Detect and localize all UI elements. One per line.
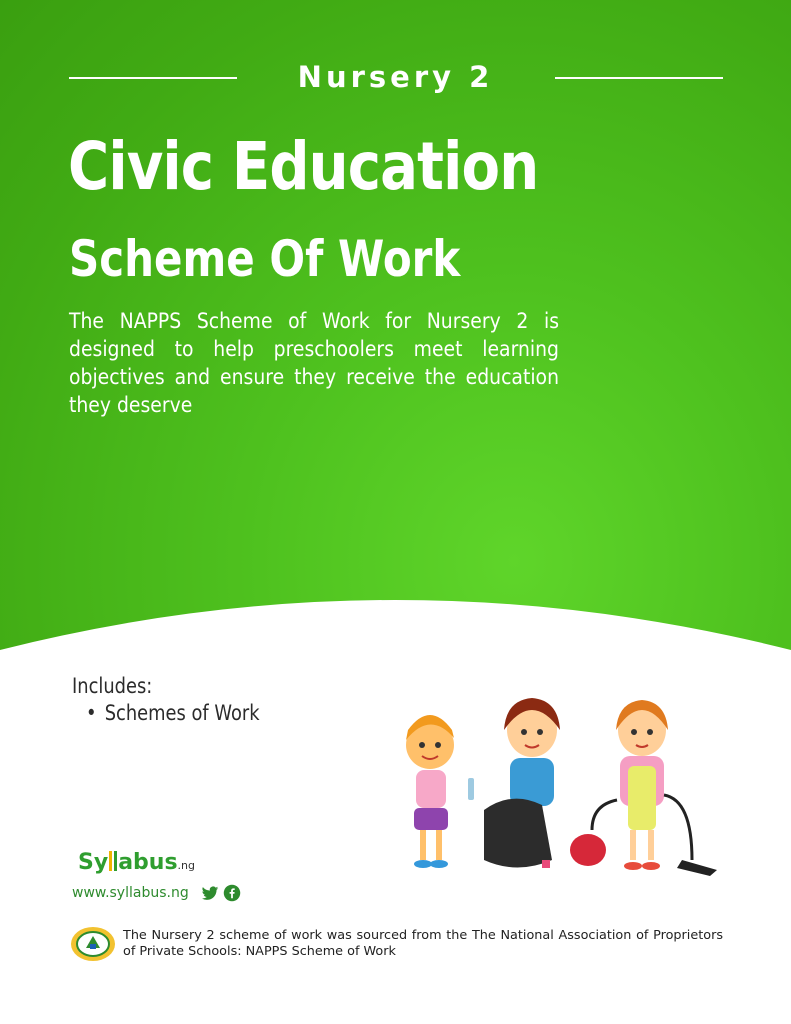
logo-tld: .ng (177, 859, 195, 872)
syllabus-logo[interactable] (78, 850, 195, 875)
logo-text-start: Sy (78, 850, 109, 875)
napps-seal-icon (70, 926, 116, 962)
intro-paragraph: The NAPPS Scheme of Work for Nursery 2 is designed to help preschoolers meet learning objectives and ensure they receive the education they deserve (69, 309, 559, 418)
list-item (86, 701, 260, 725)
facebook-icon[interactable] (223, 884, 241, 902)
child-left-icon (406, 715, 474, 868)
logo-bar-icon (114, 851, 117, 871)
bullet-icon: • (86, 701, 97, 725)
grade-label: Nursery 2 (297, 60, 494, 94)
child-right-icon (570, 700, 717, 876)
page-title: Civic Education (68, 128, 539, 205)
list-item-label: Schemes of Work (104, 701, 260, 725)
logo-bar-icon (109, 851, 112, 871)
divider-right (555, 77, 723, 79)
twitter-icon[interactable] (201, 884, 219, 902)
children-cleaning-illustration (392, 690, 722, 890)
includes-heading: Includes: (72, 674, 153, 698)
child-middle-icon (484, 698, 560, 868)
logo-text-end: abus (118, 850, 178, 875)
hero-curve (0, 570, 791, 690)
website-link[interactable]: www.syllabus.ng (72, 885, 189, 901)
website-row (72, 884, 241, 902)
source-note: The Nursery 2 scheme of work was sourced from the The National Association of Proprietors of Private Schools: NAPPS Scheme of Work (123, 928, 723, 959)
page-subtitle: Scheme Of Work (69, 230, 461, 288)
divider-left (69, 77, 237, 79)
